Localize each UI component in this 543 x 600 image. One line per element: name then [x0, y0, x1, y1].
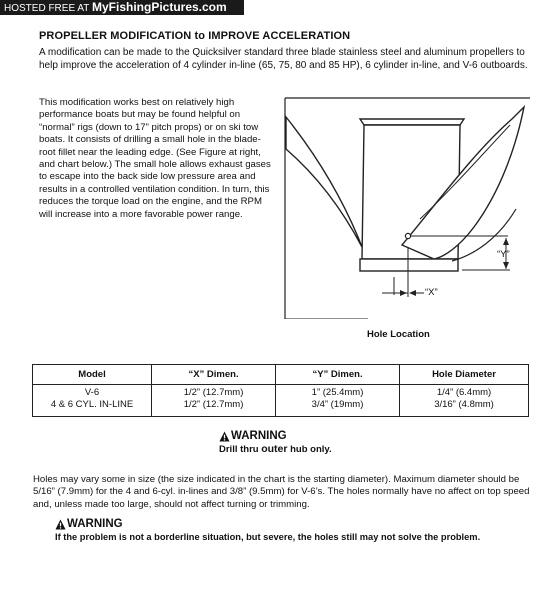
warning-title — [219, 430, 332, 442]
warning-text: If the problem is not a borderline situation, but severe, the holes still may not solve the problem. — [55, 532, 481, 542]
warning-severe-problem — [55, 518, 480, 542]
x-dimension-label: “X” — [425, 287, 438, 298]
intro-paragraph: A modification can be made to the Quicksilver standard three blade stainless steel and aluminum propellers to help improve the acceleration of 4 cylinder in-line (65, 75, 80 and 85 HP), 6 cylinder in-line, and V-6 outboards. — [39, 47, 528, 71]
cell-model: V-6 4 & 6 CYL. IN-LINE — [33, 385, 152, 417]
col-header-hole-diameter: Hole Diameter — [400, 365, 529, 385]
warning-title — [55, 518, 480, 530]
cell-y-dimen: 1” (25.4mm) 3/4” (19mm) — [276, 385, 400, 417]
warning-title-text: WARNING — [67, 518, 123, 530]
table-row — [33, 385, 529, 417]
col-header-model: Model — [33, 365, 152, 385]
hole-size-paragraph: Holes may vary some in size (the size indicated in the chart is the starting diameter). Maximum diameter should be 5/16” (7.9mm) for the 4 and 6-cyl. in-lines and 3/8” (9.5mm) for V-6’s. The holes normally have no affect on top speed and, unless made too large, should not affect turning or trimming. — [33, 474, 530, 510]
warning-text-pre: Drill thru — [219, 444, 262, 455]
page-title: PROPELLER MODIFICATION to IMPROVE ACCELERATION — [39, 30, 351, 42]
hosting-prefix: HOSTED FREE AT — [4, 3, 90, 14]
warning-text — [219, 443, 332, 455]
warning-text-emph: outer — [261, 443, 288, 455]
hosting-site-link[interactable]: MyFishingPictures.com — [91, 0, 227, 14]
warning-title-text: WARNING — [231, 430, 287, 442]
warning-icon — [55, 519, 66, 530]
warning-text-post: hub only. — [287, 444, 332, 455]
warning-drill-outer-hub — [219, 430, 332, 455]
propeller-hole-diagram — [284, 97, 530, 319]
cell-hole-diameter: 1/4” (6.4mm) 3/16” (4.8mm) — [400, 385, 529, 417]
table-header-row — [33, 365, 529, 385]
body-paragraph: This modification works best on relatively high performance boats but may be found helpful on “normal” rigs (down to 17” pitch props) or on ski tow boats. It consists of drilling a small hole in the blade-root fillet near the leading edge. (See Figure at right, and chart below.) The small hole allows exhaust gases to escape into the back side low pressure area and results in a controlled ventilation condition. In turn, this reduces the torque load on the engine, and the RPM will increase into a more favorable power range. — [39, 97, 271, 220]
hole-spec-table — [32, 364, 529, 417]
col-header-y-dimen: “Y” Dimen. — [276, 365, 400, 385]
figure-caption: Hole Location — [367, 329, 430, 340]
col-header-x-dimen: “X” Dimen. — [152, 365, 276, 385]
hosting-banner[interactable] — [0, 0, 244, 15]
y-dimension-label: “Y” — [497, 249, 510, 260]
warning-icon — [219, 431, 230, 442]
cell-x-dimen: 1/2” (12.7mm) 1/2” (12.7mm) — [152, 385, 276, 417]
